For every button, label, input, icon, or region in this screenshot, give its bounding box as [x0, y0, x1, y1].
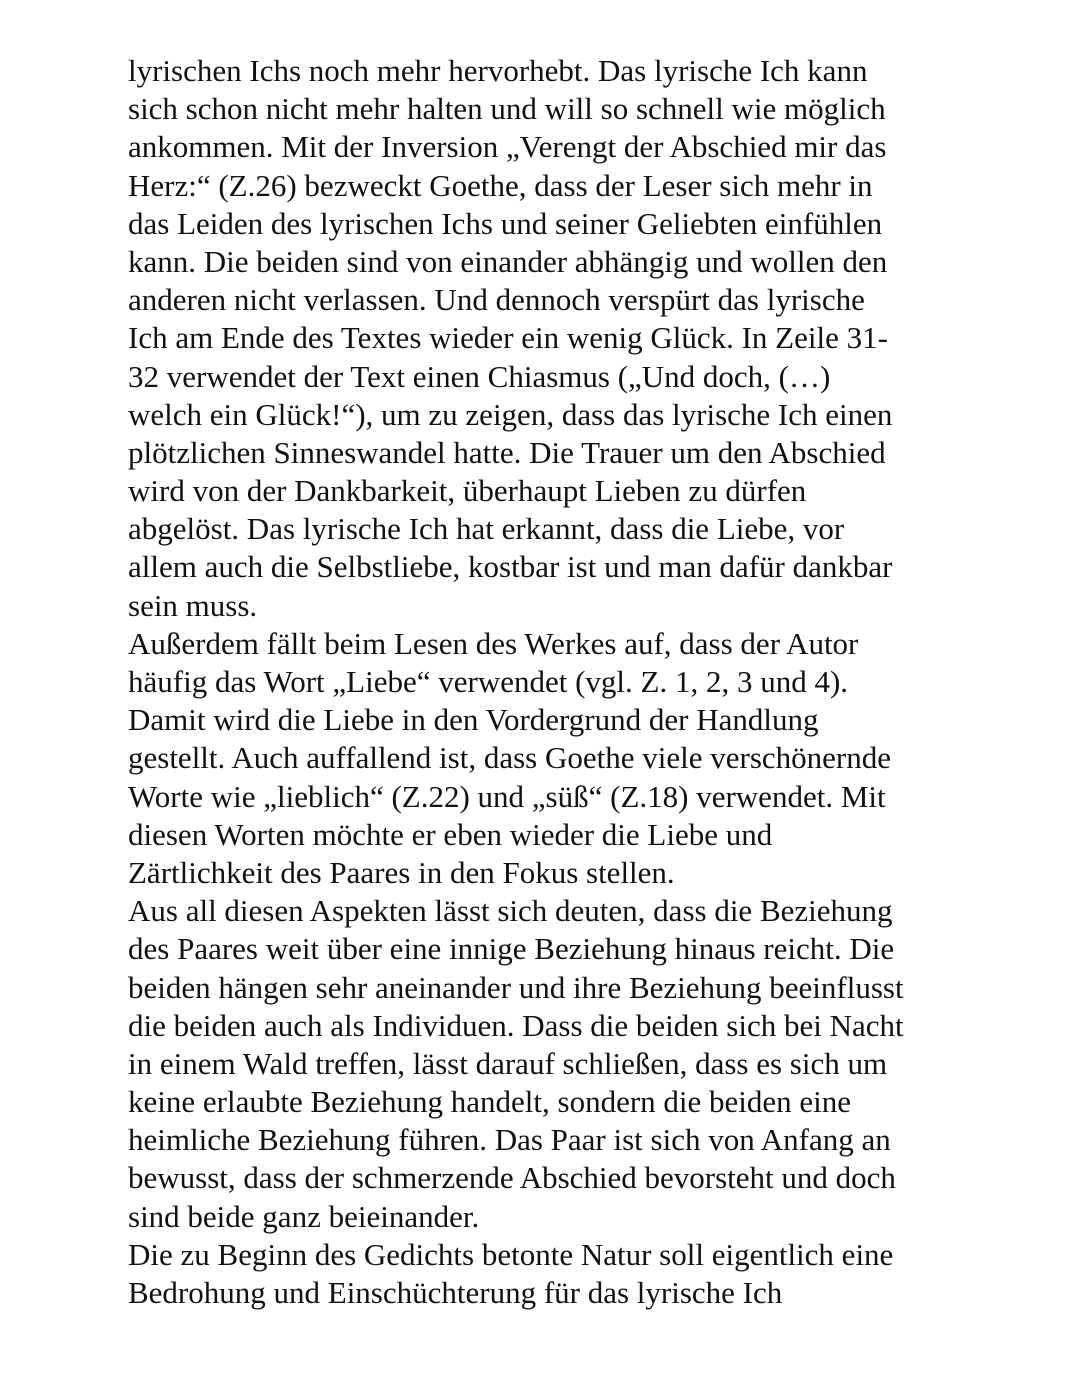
text-line: wird von der Dankbarkeit, überhaupt Lieben zu dürfen [128, 473, 807, 509]
text-line: Zärtlichkeit des Paares in den Fokus stellen. [128, 854, 675, 890]
text-line: welch ein Glück!“), um zu zeigen, dass das lyrische Ich einen [128, 396, 893, 432]
text-line: Worte wie „lieblich“ (Z.22) und „süß“ (Z.18) verwendet. Mit [128, 778, 886, 814]
text-line: keine erlaubte Beziehung handelt, sondern die beiden eine [128, 1084, 852, 1120]
text-line: Herz:“ (Z.26) bezweckt Goethe, dass der Leser sich mehr in [128, 167, 873, 203]
text-line: heimliche Beziehung führen. Das Paar ist sich von Anfang an [128, 1122, 891, 1158]
text-line: Die zu Beginn des Gedichts betonte Natur soll eigentlich eine [128, 1236, 894, 1272]
text-line: Damit wird die Liebe in den Vordergrund der Handlung [128, 702, 819, 738]
text-line: das Leiden des lyrischen Ichs und seiner Geliebten einfühlen [128, 205, 883, 241]
text-line: Außerdem fällt beim Lesen des Werkes auf, dass der Autor [128, 625, 859, 661]
text-line: Ich am Ende des Textes wieder ein wenig Glück. In Zeile 31- [128, 320, 888, 356]
text-line: in einem Wald treffen, lässt darauf schließen, dass es sich um [128, 1045, 888, 1081]
text-line: plötzlichen Sinneswandel hatte. Die Trauer um den Abschied [128, 434, 886, 470]
text-line: diesen Worten möchte er eben wieder die Liebe und [128, 816, 773, 852]
text-line: kann. Die beiden sind von einander abhängig und wollen den [128, 243, 888, 279]
text-line: 32 verwendet der Text einen Chiasmus („Und doch, (…) [128, 358, 831, 394]
text-line: sind beide ganz beieinander. [128, 1198, 480, 1234]
text-line: die beiden auch als Individuen. Dass die beiden sich bei Nacht [128, 1007, 904, 1043]
text-line: sein muss. [128, 587, 258, 623]
text-line: lyrischen Ichs noch mehr hervorhebt. Das lyrische Ich kann [128, 53, 868, 88]
text-line: abgelöst. Das lyrische Ich hat erkannt, dass die Liebe, vor [128, 511, 845, 547]
text-line: häufig das Wort „Liebe“ verwendet (vgl. Z. 1, 2, 3 und 4). [128, 664, 849, 699]
text-line: sich schon nicht mehr halten und will so schnell wie möglich [128, 91, 886, 127]
text-line: Bedrohung und Einschüchterung für das lyrische Ich [128, 1275, 783, 1310]
text-line: allem auch die Selbstliebe, kostbar ist und man dafür dankbar [128, 549, 893, 585]
text-line: anderen nicht verlassen. Und dennoch verspürt das lyrische [128, 282, 865, 318]
text-line: Aus all diesen Aspekten lässt sich deuten, dass die Beziehung [128, 893, 893, 929]
text-line: des Paares weit über eine innige Beziehung hinaus reicht. Die [128, 931, 895, 967]
text-line: ankommen. Mit der Inversion „Verengt der Abschied mir das [128, 129, 887, 165]
text-line: gestellt. Auch auffallend ist, dass Goethe viele verschönernde [128, 740, 891, 776]
text-line: beiden hängen sehr aneinander und ihre Beziehung beeinflusst [128, 969, 904, 1005]
text-line: bewusst, dass der schmerzende Abschied bevorsteht und doch [128, 1160, 896, 1196]
document-page [128, 52, 958, 1312]
